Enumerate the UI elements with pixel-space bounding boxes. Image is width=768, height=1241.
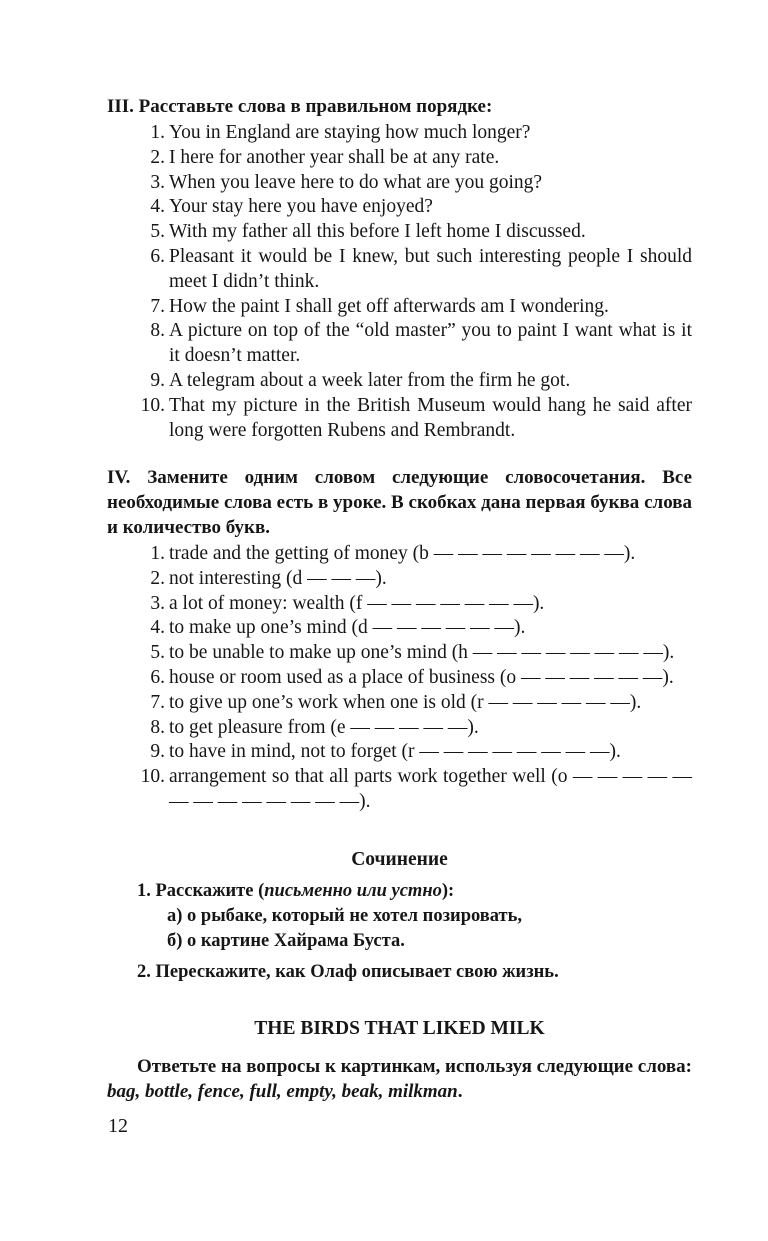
exercise-3-list	[107, 121, 692, 443]
item-text: A telegram about a week later from the firm he got.	[169, 369, 571, 391]
story-intro-end: .	[457, 1081, 463, 1102]
item-number: 6.	[150, 666, 165, 688]
item-text: trade and the getting of money (b — — — — — — — —).	[169, 543, 636, 564]
item-text: house or room used as a place of business (o — — — — — —).	[169, 666, 674, 688]
item-number: 9.	[150, 741, 165, 763]
list-item	[107, 716, 692, 741]
task-1-italic: письменно или устно	[264, 881, 442, 901]
story-title: THE BIRDS THAT LIKED MILK	[254, 1018, 545, 1039]
item-number: 9.	[150, 369, 165, 391]
list-item	[107, 641, 692, 666]
list-item	[107, 121, 692, 146]
exercise-4	[107, 465, 692, 815]
item-number: 4.	[150, 617, 165, 639]
item-number: 5.	[150, 642, 165, 664]
list-item	[107, 567, 692, 592]
item-text: not interesting (d — — —).	[169, 567, 387, 589]
item-text: Pleasant it would be I knew, but such interesting people I should meet I didn’t think.	[169, 245, 692, 292]
task-1-tail: ):	[441, 881, 455, 901]
list-item	[107, 146, 692, 171]
list-item	[107, 245, 692, 295]
item-number: 1.	[150, 543, 165, 564]
list-item	[107, 616, 692, 641]
item-text: That my picture in the British Museum would hang he said after long were forgotten Rubens and Rembrandt.	[169, 394, 692, 441]
item-number: 2.	[150, 146, 165, 168]
list-item	[107, 740, 692, 765]
list-item	[107, 592, 692, 617]
item-text: to have in mind, not to forget (r — — — — — — — —).	[169, 741, 621, 763]
item-number: 7.	[150, 295, 165, 317]
item-text: to give up one’s work when one is old (r — — — — — —).	[169, 691, 642, 713]
list-item	[107, 295, 692, 320]
item-text: a lot of money: wealth (f — — — — — — —).	[169, 592, 545, 614]
exercise-3-heading: III. Расставьте слова в правильном порядке:	[107, 96, 493, 117]
list-item	[107, 220, 692, 245]
item-number: 3.	[150, 592, 165, 614]
item-number: 6.	[150, 245, 165, 267]
composition-subtask-b: б) о картине Хайрама Буста.	[167, 931, 405, 951]
item-number: 7.	[150, 691, 165, 713]
composition-tasks	[137, 879, 559, 985]
item-number: 3.	[150, 171, 165, 193]
item-number: 5.	[150, 221, 165, 243]
item-number: 2.	[150, 567, 165, 589]
story-intro-text: Ответьте на вопросы к картинкам, используя следующие слова:	[137, 1056, 692, 1077]
list-item	[107, 394, 692, 444]
item-text: How the paint I shall get off afterwards am I wondering.	[169, 295, 609, 317]
page-number: 12	[108, 1115, 128, 1137]
item-text: to be unable to make up one’s mind (h — — — — — — — —).	[169, 642, 675, 664]
item-text: A picture on top of the “old master” you to paint I want what is it it doesn’t matter.	[169, 320, 692, 367]
composition-title: Сочинение	[351, 849, 448, 870]
item-text: to make up one’s mind (d — — — — — —).	[169, 617, 526, 639]
item-text: I here for another year shall be at any rate.	[169, 146, 500, 168]
exercise-4-heading: IV. Замените одним словом следующие словосочетания. Все необходимые слова есть в уроке. В скобках дана первая буква слова и количество букв.	[107, 467, 692, 538]
item-number: 8.	[150, 716, 165, 738]
composition-subtask-a: а) о рыбаке, который не хотел позировать,	[167, 906, 523, 926]
exercise-4-list	[107, 542, 692, 815]
list-item	[107, 542, 692, 567]
item-text: to get pleasure from (e — — — — —).	[169, 716, 479, 738]
list-item	[107, 765, 692, 815]
item-number: 4.	[150, 196, 165, 218]
item-number: 10.	[140, 766, 165, 788]
item-text: arrangement so that all parts work together well (o — — — — — — — — — — — — —).	[169, 766, 692, 812]
list-item	[107, 195, 692, 220]
composition-task-2: 2. Перескажите, как Олаф описывает свою жизнь.	[137, 962, 559, 982]
list-item	[107, 369, 692, 394]
item-text: Your stay here you have enjoyed?	[169, 196, 433, 218]
list-item	[107, 171, 692, 196]
task-1-lead: 1. Расскажите (	[137, 881, 265, 901]
item-text: With my father all this before I left home I discussed.	[169, 221, 586, 243]
item-text: You in England are staying how much longer?	[169, 122, 531, 143]
composition-task-1	[137, 879, 559, 904]
item-number: 1.	[150, 122, 165, 143]
item-text: When you leave here to do what are you going?	[169, 171, 543, 193]
list-item	[107, 666, 692, 691]
list-item	[107, 691, 692, 716]
item-number: 8.	[150, 320, 165, 342]
story-intro-words: bag, bottle, fence, full, empty, beak, milkman	[107, 1081, 458, 1102]
exercise-3	[107, 94, 692, 443]
list-item	[107, 319, 692, 369]
item-number: 10.	[140, 394, 165, 416]
story-intro	[107, 1054, 692, 1104]
